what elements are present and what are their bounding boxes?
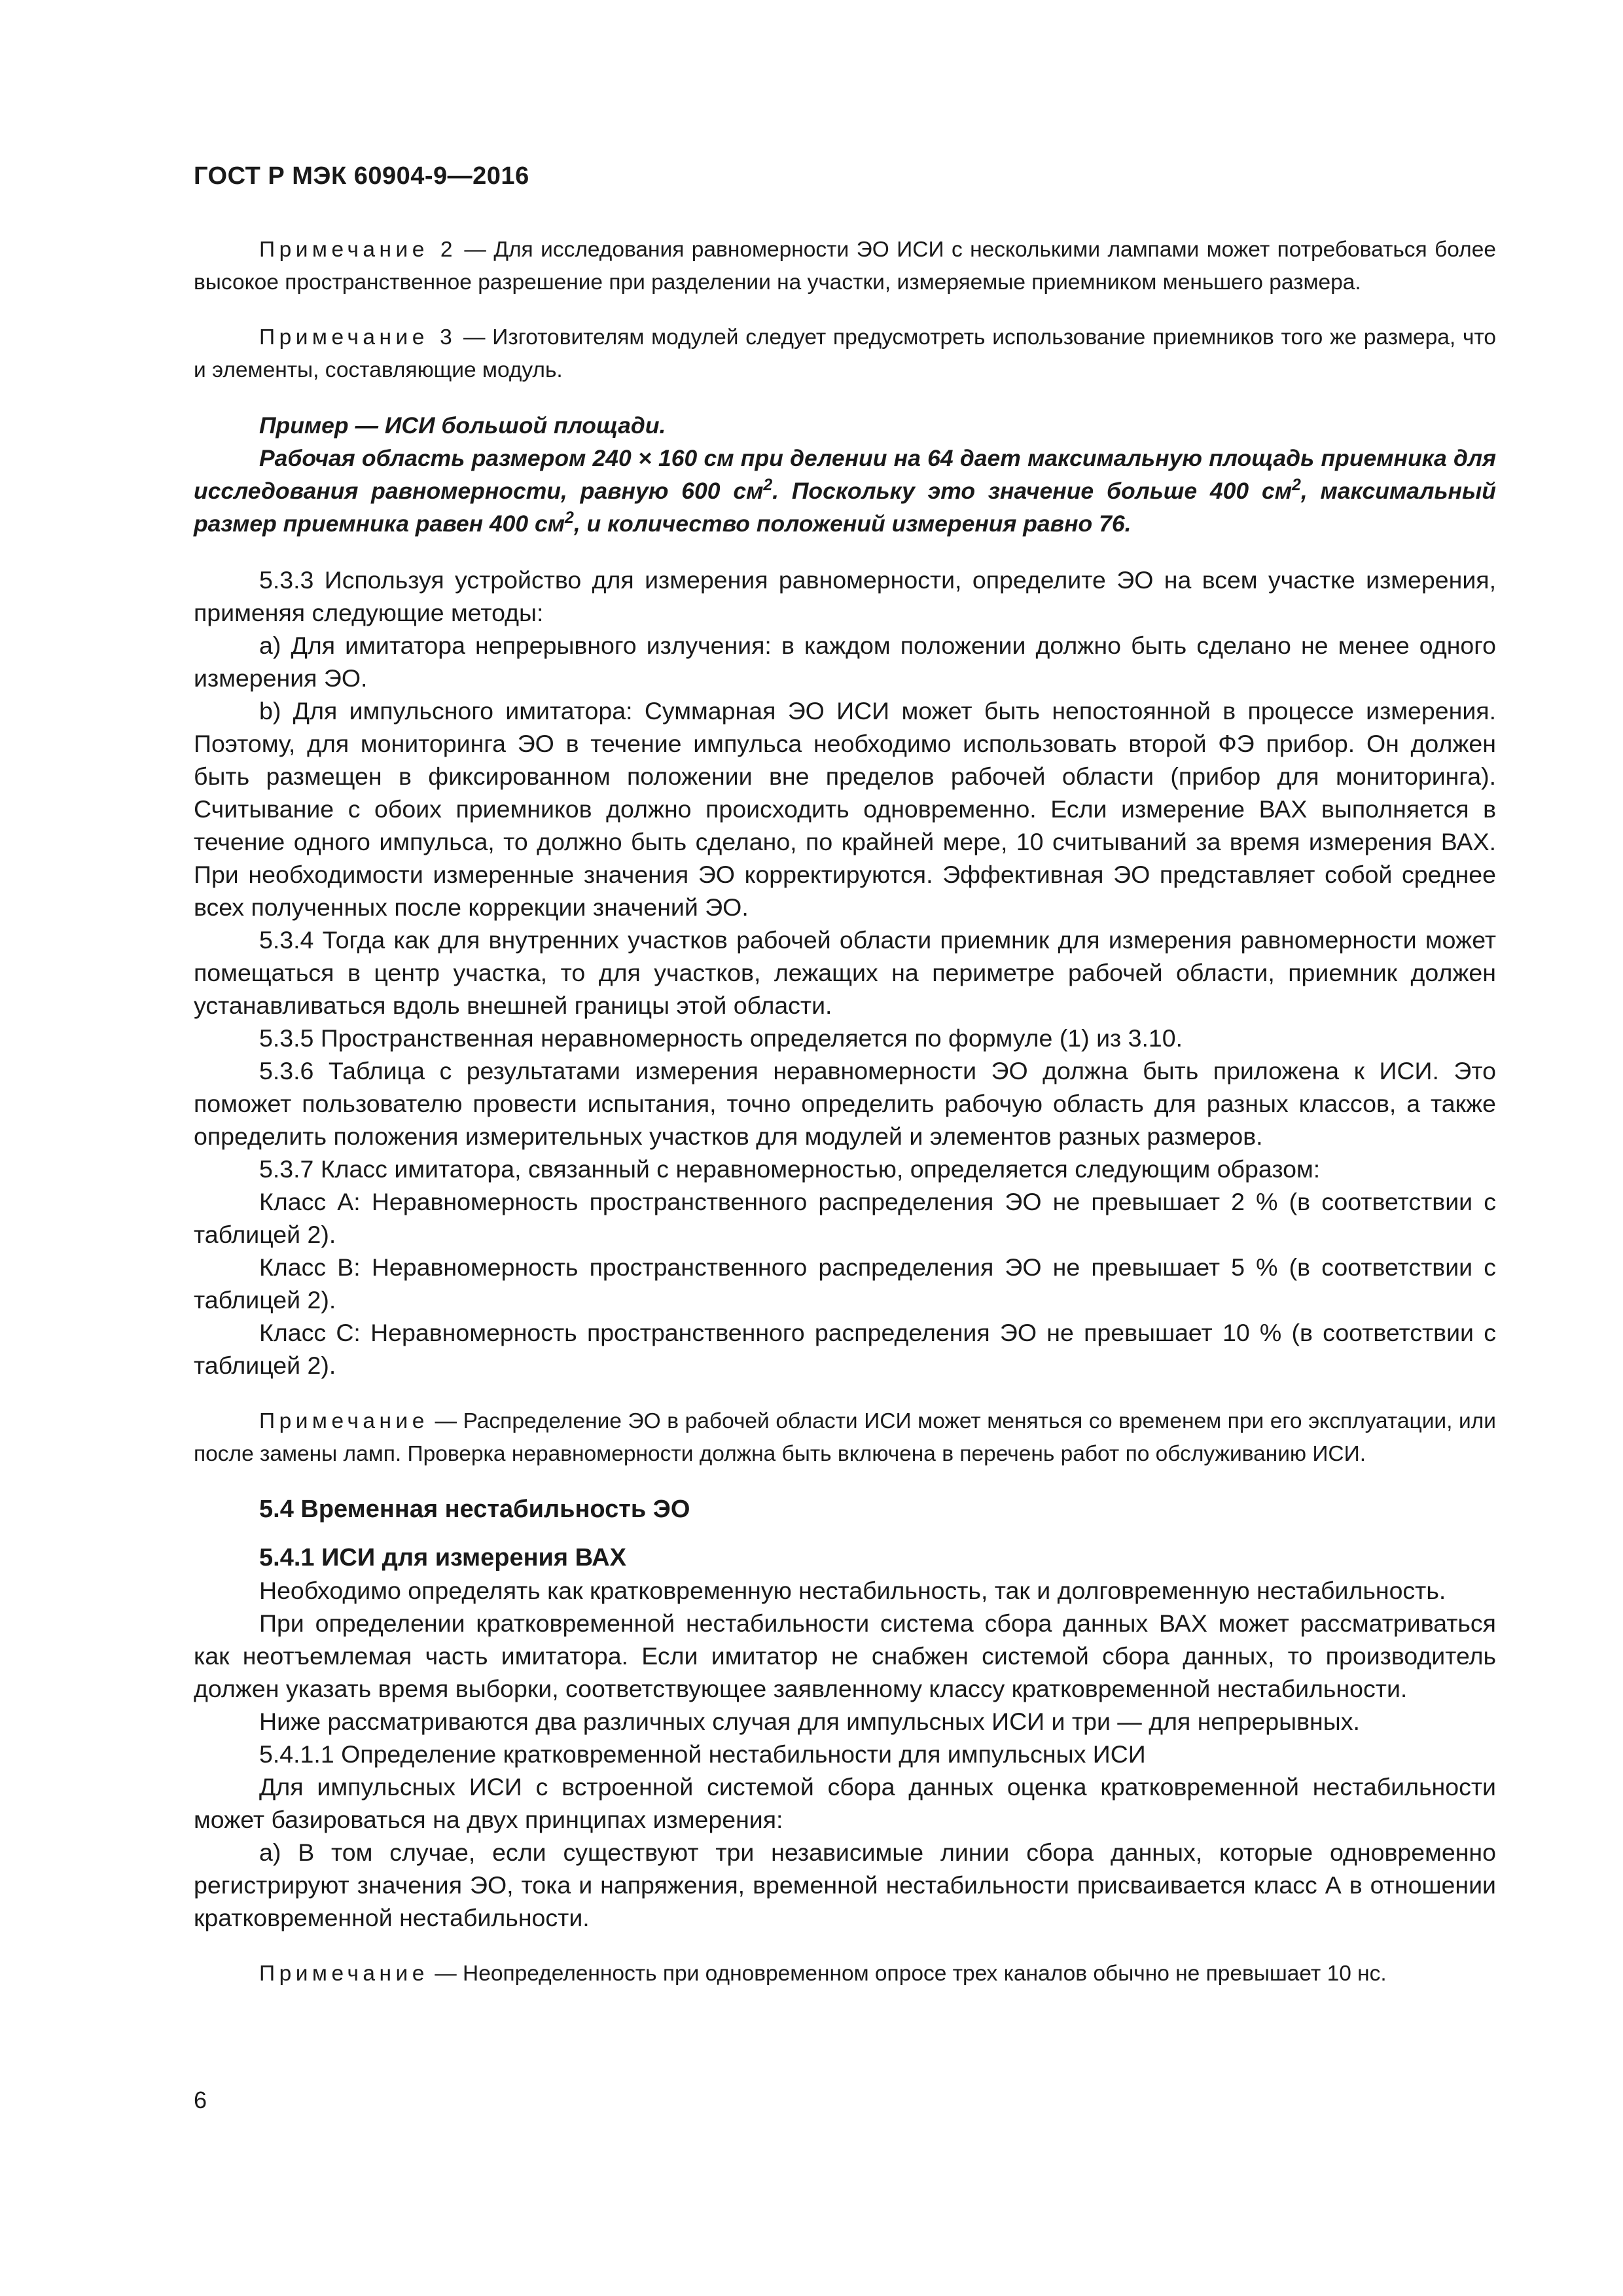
clause-5-3-7: 5.3.7 Класс имитатора, связанный с неравномерностью, определяется следующим образом: [259,1155,1321,1183]
note-4 [194,1405,1496,1471]
example-text: Рабочая область размером 240 × 160 см при делении на 64 дает максимальную площадь приемника для исследования равномерности, равную 600 $см^2$. Поскольку это значение больше 400 $см^2$, максимальный размер приемника равен 400 $см^2$, и количество положений измерения равно 76. [194,445,1496,537]
note-text: — Неопределенность при одновременном опросе трех каналов обычно не превышает 10 нс. [428,1962,1387,1986]
note-label: Примечание 3 [259,325,457,350]
paragraph: a) В том случае, если существуют три независимые линии сбора данных, которые одновременно регистрируют значения ЭО, тока и напряжения, временной нестабильности присваивается класс А в отношении кратковременной нестабильности. [194,1839,1496,1931]
paragraph: Необходимо определять как кратковременную нестабильность, так и долговременную нестабильность. [259,1577,1446,1604]
section-5-4-1-heading: 5.4.1 ИСИ для измерения ВАХ [259,1544,626,1571]
note-2 [194,234,1496,299]
class-a: Класс А: Неравномерность пространственного распределения ЭО не превышает 2 % (в соответствии с таблицей 2). [194,1188,1496,1248]
paragraph: При определении кратковременной нестабильности система сбора данных ВАХ может рассматриваться как неотъемлемая часть имитатора. Если имитатор не снабжен системой сбора данных, то производитель должен указать время выборки, соответствующее заявленному классу кратковременной нестабильности. [194,1609,1496,1702]
clause-5-3-3: 5.3.3 Используя устройство для измерения равномерности, определите ЭО на всем участке измерения, применяя следующие методы: [194,566,1496,626]
clause-5-3-3-a: a) Для имитатора непрерывного излучения: в каждом положении должно быть сделано не менее одного измерения ЭО. [194,632,1496,692]
section-5-4-heading: 5.4 Временная нестабильность ЭО [259,1496,690,1523]
paragraph: Ниже рассматриваются два различных случая для импульсных ИСИ и три — для непрерывных. [259,1708,1360,1735]
document-header: ГОСТ Р МЭК 60904-9—2016 [194,162,529,190]
note-label: Примечание 2 [259,238,457,262]
note-text: — Изготовителям модулей следует предусмотреть использование приемников того же размера, что и элементы, составляющие модуль. [194,325,1497,382]
paragraph: Для импульсных ИСИ с встроенной системой сбора данных оценка кратковременной нестабильности может базироваться на двух принципах измерения: [194,1773,1496,1833]
note-text: — Распределение ЭО в рабочей области ИСИ может меняться со временем при его эксплуатации, или после замены ламп. Проверка неравномерности должна быть включена в перечень работ по обслуживанию ИСИ. [194,1409,1496,1466]
example-title: Пример — ИСИ большой площади. [259,412,666,439]
clause-5-3-4: 5.3.4 Тогда как для внутренних участков рабочей области приемник для измерения равномерности может помещаться в центр участка, то для участков, лежащих на периметре рабочей области, приемник должен устанавливаться вдоль внешней границы этой области. [194,926,1496,1019]
note-label: Примечание [259,1409,429,1433]
document-page [194,162,1496,2013]
clause-5-3-3-b: b) Для импульсного имитатора: Суммарная ЭО ИСИ может быть непостоянной в процессе измерения. Поэтому, для мониторинга ЭО в течение импульса необходимо использовать второй ФЭ прибор. Он должен быть размещен в фиксированном положении вне пределов рабочей области (прибор для мониторинга). Считывание с обоих приемников должно происходить одновременно. Если измерение ВАХ выполняется в течение одного импульса, то должно быть сделано, по крайней мере, 10 считываний за время измерения ВАХ. При необходимости измеренные значения ЭО корректируются. Эффективная ЭО представляет собой среднее всех полученных после коррекции значений ЭО. [194,697,1496,921]
note-5 [194,1958,1496,1990]
class-b: Класс В: Неравномерность пространственного распределения ЭО не превышает 5 % (в соответствии с таблицей 2). [194,1253,1496,1314]
class-c: Класс С: Неравномерность пространственного распределения ЭО не превышает 10 % (в соответствии с таблицей 2). [194,1319,1496,1379]
note-label: Примечание [259,1962,429,1986]
note-3 [194,321,1496,387]
clause-5-4-1-1: 5.4.1.1 Определение кратковременной нестабильности для импульсных ИСИ [259,1740,1146,1768]
note-text: — Для исследования равномерности ЭО ИСИ с несколькими лампами может потребоваться более высокое пространственное разрешение при разделении на участки, измеряемые приемником меньшего размера. [194,238,1496,295]
clause-5-3-6: 5.3.6 Таблица с результатами измерения неравномерности ЭО должна быть приложена к ИСИ. Это поможет пользователю провести испытания, точно определить рабочую область для разных классов, а также определить положения измерительных участков для модулей и элементов разных размеров. [194,1057,1496,1150]
page-number: 6 [194,2087,207,2113]
clause-5-3-5: 5.3.5 Пространственная неравномерность определяется по формуле (1) из 3.10. [259,1024,1183,1052]
